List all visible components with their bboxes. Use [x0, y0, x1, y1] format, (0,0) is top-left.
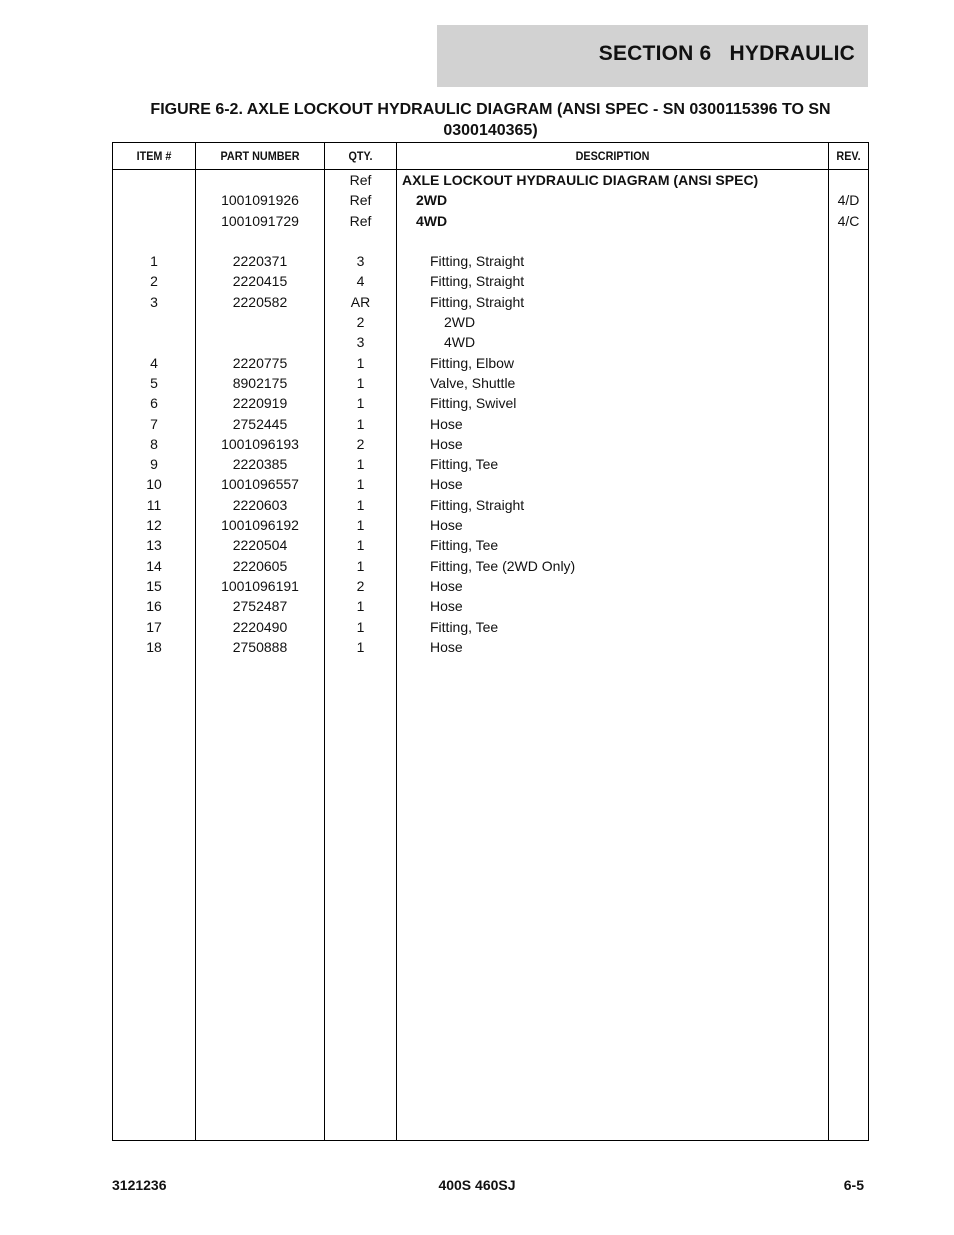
part-number-cell: 1001091926 [221, 192, 299, 209]
description-cell: Fitting, Straight [430, 273, 525, 290]
qty-cell: 1 [356, 395, 365, 412]
item-cell: 12 [146, 517, 162, 534]
qty-cell: Ref [349, 212, 372, 229]
part-number-cell: 2220605 [232, 557, 288, 574]
table-row [113, 434, 868, 454]
description-cell: Fitting, Tee (2WD Only) [430, 557, 576, 574]
description-cell: 4WD [416, 212, 448, 229]
description-cell: Fitting, Tee [430, 618, 499, 635]
description-cell: Valve, Shuttle [430, 374, 516, 391]
description-cell: Hose [430, 598, 463, 615]
part-number-cell: 2220385 [232, 456, 288, 473]
item-cell: 4 [150, 354, 158, 371]
description-cell: AXLE LOCKOUT HYDRAULIC DIAGRAM (ANSI SPEC) [402, 172, 759, 188]
qty-cell: 1 [356, 415, 365, 432]
part-number-cell: 1001091729 [221, 212, 299, 229]
table-row [113, 515, 868, 535]
table-row [113, 211, 868, 231]
part-number-cell: 1001096191 [221, 577, 299, 594]
description-cell: Fitting, Straight [430, 496, 525, 513]
qty-cell: 1 [356, 517, 365, 534]
item-cell: 17 [146, 618, 162, 635]
qty-cell: 1 [356, 638, 365, 655]
part-number-cell: 2220371 [232, 253, 288, 270]
column-header-item: ITEM # [136, 149, 172, 163]
table-row [113, 556, 868, 576]
description-cell: Fitting, Tee [430, 456, 499, 473]
table-row [113, 170, 868, 190]
qty-cell: 1 [356, 618, 365, 635]
table-row [113, 190, 868, 210]
item-cell: 8 [150, 435, 158, 452]
qty-cell: AR [350, 293, 371, 310]
qty-cell: 3 [356, 334, 365, 351]
description-cell: Hose [430, 415, 463, 432]
table-row [113, 373, 868, 393]
table-row [113, 271, 868, 291]
part-number-cell: 2750888 [232, 638, 288, 655]
part-number-cell: 2220582 [232, 293, 288, 310]
description-cell: Hose [430, 517, 463, 534]
qty-cell: 1 [356, 496, 365, 513]
item-cell: 5 [150, 374, 158, 391]
parts-table [112, 142, 869, 1141]
qty-cell: 1 [356, 598, 365, 615]
table-row [113, 312, 868, 332]
qty-cell: Ref [349, 172, 372, 188]
item-cell: 6 [150, 395, 158, 412]
rev-cell: 4/C [837, 212, 860, 229]
part-number-cell: 2220415 [232, 273, 288, 290]
table-row [113, 292, 868, 312]
column-header-rev: REV. [836, 149, 861, 163]
part-number-cell: 1001096192 [221, 517, 299, 534]
qty-cell: 1 [356, 557, 365, 574]
table-row [113, 454, 868, 474]
item-cell: 10 [146, 476, 162, 493]
table-row [113, 474, 868, 494]
table-row [113, 393, 868, 413]
qty-cell: 1 [356, 354, 365, 371]
table-row [113, 231, 868, 251]
description-cell: Hose [430, 476, 463, 493]
description-cell: Fitting, Swivel [430, 395, 517, 412]
qty-cell: 4 [356, 273, 365, 290]
item-cell: 3 [150, 293, 158, 310]
part-number-cell: 2220490 [232, 618, 288, 635]
table-row [113, 535, 868, 555]
description-cell: 2WD [444, 314, 476, 331]
part-number-cell: 2220919 [232, 395, 288, 412]
item-cell: 14 [146, 557, 162, 574]
part-number-cell: 2220775 [232, 354, 288, 371]
part-number-cell: 2220603 [232, 496, 288, 513]
description-cell: Hose [430, 435, 463, 452]
section-header [437, 25, 868, 87]
part-number-cell: 8902175 [232, 374, 288, 391]
qty-cell: 1 [356, 456, 365, 473]
description-cell: Hose [430, 638, 463, 655]
table-row [113, 332, 868, 352]
table-row [113, 495, 868, 515]
item-cell: 7 [150, 415, 158, 432]
table-row [113, 414, 868, 434]
table-row [113, 617, 868, 637]
description-cell: Fitting, Elbow [430, 354, 515, 371]
item-cell: 16 [146, 598, 162, 615]
description-cell: Fitting, Tee [430, 537, 499, 554]
column-header-qty: QTY. [348, 149, 373, 163]
description-cell: Fitting, Straight [430, 293, 525, 310]
item-cell: 18 [146, 638, 162, 655]
description-cell: 2WD [416, 192, 448, 209]
item-cell: 2 [150, 273, 158, 290]
table-row [113, 353, 868, 373]
table-row [113, 596, 868, 616]
figure-title: FIGURE 6-2. AXLE LOCKOUT HYDRAULIC DIAGRAM (ANSI SPEC - SN 0300115396 TO SN 0300140365) [150, 101, 831, 139]
qty-cell: 1 [356, 374, 365, 391]
description-cell: 4WD [444, 334, 476, 351]
qty-cell: 1 [356, 537, 365, 554]
item-cell: 9 [150, 456, 158, 473]
qty-cell: 2 [356, 577, 365, 594]
footer-page-number: 6-5 [843, 1177, 864, 1193]
part-number-cell: 1001096557 [221, 476, 299, 493]
part-number-cell: 2752445 [232, 415, 288, 432]
table-body [113, 170, 868, 657]
column-header-part-number: PART NUMBER [220, 149, 300, 163]
description-cell: Fitting, Straight [430, 253, 525, 270]
qty-cell: 3 [356, 253, 365, 270]
qty-cell: 2 [356, 314, 365, 331]
section-title: SECTION 6 HYDRAULIC [598, 42, 855, 65]
item-cell: 11 [146, 496, 162, 513]
qty-cell: 2 [356, 435, 365, 452]
description-cell: Hose [430, 577, 463, 594]
footer-model: 400S 460SJ [438, 1177, 516, 1193]
item-cell: 1 [150, 253, 158, 270]
item-cell: 13 [146, 537, 162, 554]
part-number-cell: 1001096193 [221, 435, 299, 452]
item-cell: 15 [146, 577, 162, 594]
qty-cell: Ref [349, 192, 372, 209]
table-row [113, 637, 868, 657]
part-number-cell: 2752487 [232, 598, 288, 615]
table-row [113, 576, 868, 596]
table-row [113, 251, 868, 271]
qty-cell: 1 [356, 476, 365, 493]
column-header-description: DESCRIPTION [575, 149, 650, 163]
rev-cell: 4/D [837, 192, 860, 209]
part-number-cell: 2220504 [232, 537, 288, 554]
footer-doc-number: 3121236 [112, 1177, 167, 1193]
